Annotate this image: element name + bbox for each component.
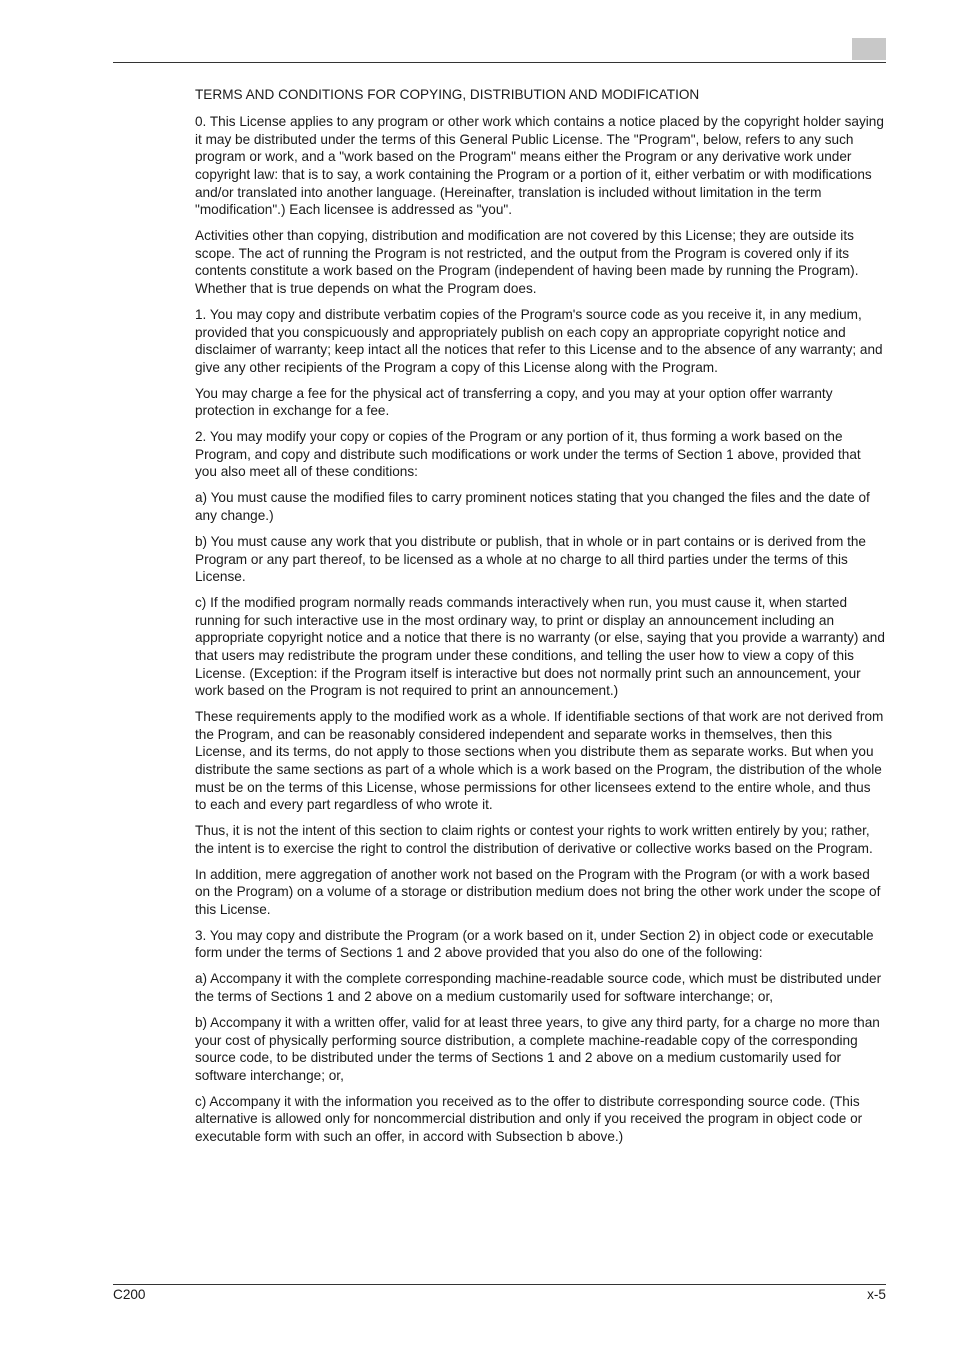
paragraph: 1. You may copy and distribute verbatim copies of the Program's source code as you receive it, in any medium, provided that you conspicuously and appropriately publish on each copy an appropriate copyright notice and disclaimer of warranty; keep intact all the notices that refer to this License and to the absence of any warranty; and give any other recipients of the Program a copy of this License along with the Program. — [195, 306, 883, 375]
paragraph: Thus, it is not the intent of this section to claim rights or contest your rights to work written entirely by you; rather, the intent is to exercise the right to control the distribution of derivative or collective works based on the Program. — [195, 823, 873, 856]
paragraph: b) Accompany it with a written offer, valid for at least three years, to give any third party, for a charge no more than your cost of physically performing source distribution, a complete machine-readable copy of the corresponding source code, to be distributed under the terms of Sections 1 and 2 above on a medium customarily used for software interchange; or, — [195, 1014, 880, 1083]
paragraph: 2. You may modify your copy or copies of the Program or any portion of it, thus forming a work based on the Program, and copy and distribute such modifications or work under the terms of Section 1 above, provided that you also meet all of these conditions: — [195, 429, 861, 480]
header-tab-marker — [852, 38, 886, 60]
footer-page-number: x-5 — [867, 1287, 886, 1302]
paragraph: 3. You may copy and distribute the Program (or a work based on it, under Section 2) in object code or executable form under the terms of Sections 1 and 2 above provided that you also do one of the following: — [195, 927, 874, 961]
paragraph: 0. This License applies to any program or other work which contains a notice placed by the copyright holder saying it may be distributed under the terms of this General Public License. The "Program", below, refers to any such program or work, and a "work based on the Program" means either the Program or any derivative work under copyright law: that is to say, a work containing the Program or a portion of it, either verbatim or with modifications and/or translated into another language. (Hereinafter, translation is included without limitation in the term "modification".) Each licensee is addressed as "you". — [195, 114, 884, 218]
footer-model-name: C200 — [113, 1287, 146, 1302]
paragraph: c) Accompany it with the information you received as to the offer to distribute corresponding source code. (This alternative is allowed only for noncommercial distribution and only if you received the program in object code or executable form with such an offer, in accord with Subsection b above.) — [195, 1093, 863, 1144]
paragraph: a) You must cause the modified files to carry prominent notices stating that you changed the files and the date of any change.) — [195, 490, 870, 524]
footer-rule — [113, 1284, 886, 1285]
paragraph: b) You must cause any work that you distribute or publish, that in whole or in part contains or is derived from the Program or any part thereof, to be licensed as a whole at no charge to all third parties under the terms of this License. — [195, 534, 866, 585]
paragraph: a) Accompany it with the complete corresponding machine-readable source code, which must be distributed under the terms of Sections 1 and 2 above on a medium customarily used for software interchange; or, — [195, 971, 882, 1004]
paragraph: c) If the modified program normally reads commands interactively when run, you must cause it, when started running for such interactive use in the most ordinary way, to print or display an announcement including an appropriate copyright notice and a notice that there is no warranty (or else, saying that you provide a warranty) and that users may redistribute the program under these conditions, and telling the user how to view a copy of this License. (Exception: if the Program itself is interactive but does not normally print such an announcement, your work based on the Program is not required to print an announcement.) — [195, 595, 885, 699]
paragraph: Activities other than copying, distribution and modification are not covered by this License; they are outside its scope. The act of running the Program is not restricted, and the output from the Program is covered only if its contents constitute a work based on the Program (independent of having been made by running the Program). Whether that is true depends on what the Program does. — [195, 228, 859, 296]
paragraph: You may charge a fee for the physical act of transferring a copy, and you may at your option offer warranty protection in exchange for a fee. — [195, 385, 833, 419]
header-rule — [113, 62, 886, 63]
license-text — [195, 86, 885, 1154]
section-heading: TERMS AND CONDITIONS FOR COPYING, DISTRIBUTION AND MODIFICATION — [195, 87, 700, 102]
paragraph: These requirements apply to the modified work as a whole. If identifiable sections of that work are not derived from the Program, and can be reasonably considered independent and separate works in themselves, then this License, and its terms, do not apply to those sections when you distribute them as separate works. But when you distribute the same sections as part of a whole which is a work based on the Program, the distribution of the whole must be on the terms of this License, whose permissions for other licensees extend to the entire whole, and thus to each and every part regardless of who wrote it. — [195, 709, 884, 813]
paragraph: In addition, mere aggregation of another work not based on the Program with the Program (or with a work based on the Program) on a volume of a storage or distribution medium does not bring the other work under the scope of this License. — [195, 866, 881, 917]
